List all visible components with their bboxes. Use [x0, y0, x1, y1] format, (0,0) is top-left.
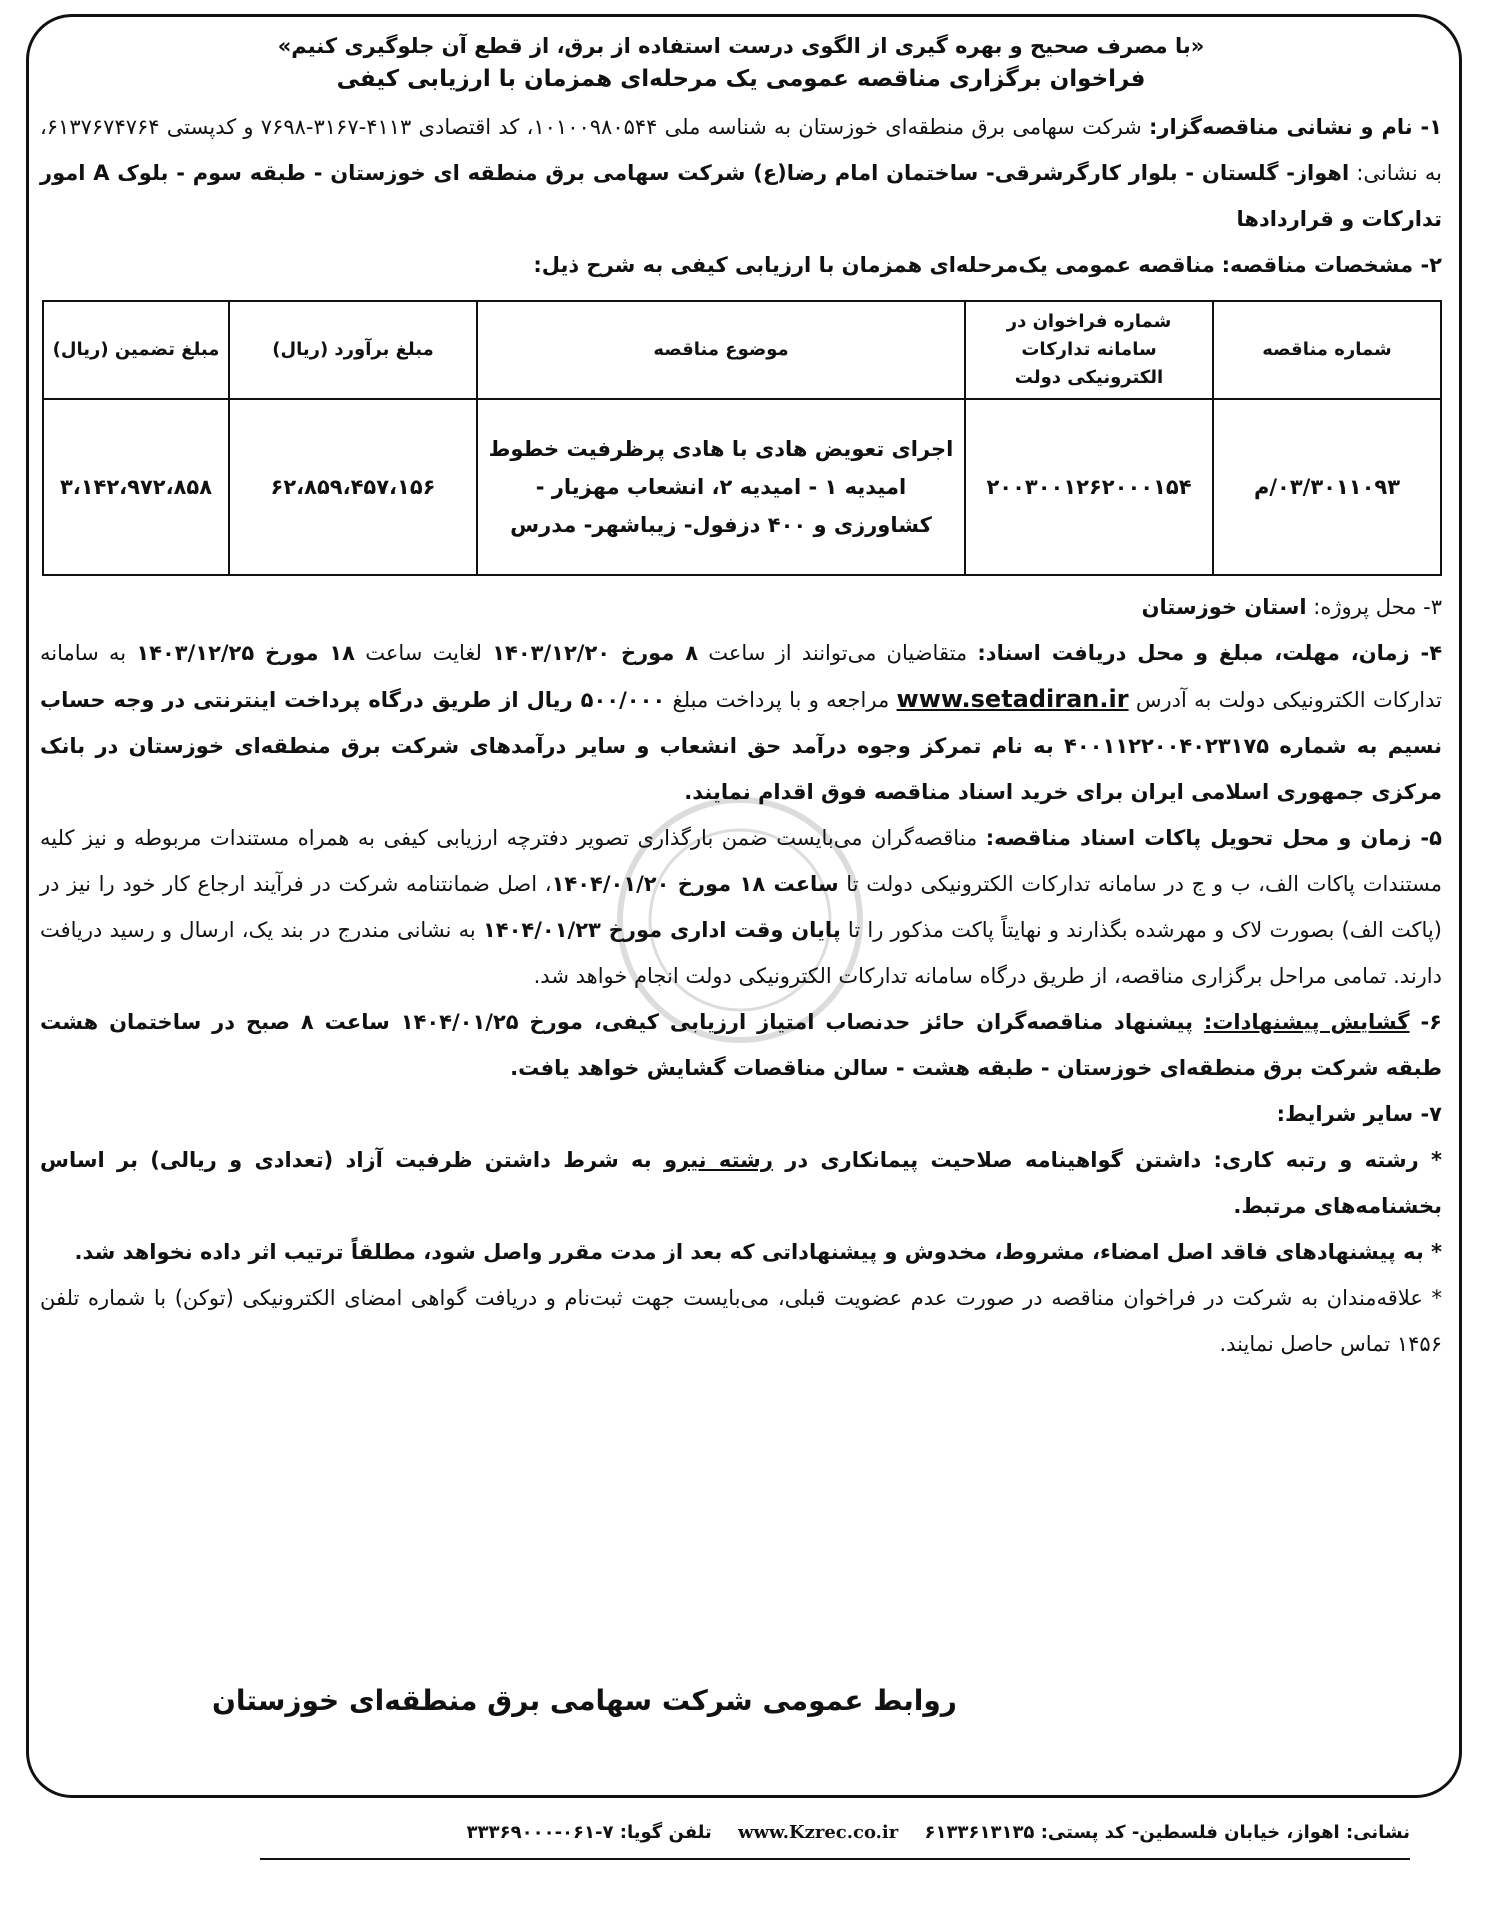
condition-item	[40, 1275, 1442, 1367]
table-header-row	[43, 301, 1441, 399]
signature: روابط عمومی شرکت سهامی برق منطقه‌ای خوزستان	[212, 1684, 957, 1717]
section-other-terms-label: ۷- سایر شرایط:	[1276, 1102, 1442, 1126]
document-body	[40, 30, 1442, 1367]
section-location-value: استان خوزستان	[1141, 595, 1307, 619]
bold-span: * به پیشنهادهای فاقد اصل امضاء، مشروط، مخدوش و پیشنهاداتی که بعد از مدت مقرر واصل شود، مطلقاً ترتیب اثر داده نخواهد شد.	[74, 1240, 1442, 1264]
section-opening-label: گشایش پیشنهادات:	[1203, 1010, 1410, 1034]
section-opening	[40, 999, 1442, 1091]
table-header-cell: شماره مناقصه	[1213, 301, 1441, 399]
section-opening-number: ۶-	[1409, 1010, 1442, 1034]
bold-span: پیشنهاد مناقصه‌گران حائز حدنصاب امتیاز ارزیابی کیفی، مورخ ۱۴۰۴/۰۱/۲۵ ساعت ۸ صبح در ساختمان هشت طبقه شرکت برق منطقه‌ای خوزستان - طبقه هشت - سالن مناقصات گشایش خواهد یافت.	[40, 1010, 1442, 1080]
bold-span: ۱۸ مورخ ۱۴۰۳/۱۲/۲۵	[136, 641, 355, 665]
bold-span: رشته نیرو	[663, 1148, 773, 1172]
footer-phone: تلفن گویا: ۷-۰۶۱-۳۳۳۶۹۰۰۰	[466, 1822, 712, 1843]
footer-website-link[interactable]: www.Kzrec.co.ir	[738, 1822, 899, 1843]
bold-span: * رشته و رتبه کاری: داشتن گواهینامه صلاحیت پیمانکاری در	[772, 1148, 1442, 1172]
section-specs	[40, 242, 1442, 288]
text-span: مناقصه‌گران می‌بایست ضمن بارگذاری تصویر دفترچه ارزیابی کیفی به همراه مستندات مربوطه و نیز کلیه مستندات پاکات الف، ب و ج در سامانه تدارکات الکترونیکی دولت تا	[40, 826, 1443, 896]
document-title: فراخوان برگزاری مناقصه عمومی یک مرحله‌ای همزمان با ارزیابی کیفی	[336, 66, 1146, 92]
table-header-cell: مبلغ برآورد (ریال)	[229, 301, 477, 399]
text-span: متقاضیان می‌توانند از ساعت	[698, 641, 968, 665]
bold-span: ساعت ۱۸ مورخ ۱۴۰۴/۰۱/۲۰	[551, 872, 839, 896]
bold-span: ۵۰۰/۰۰۰ ریال از طریق درگاه پرداخت اینترنتی در وجه حساب نسیم به شماره ۴۰۰۱۱۲۲۰۰۴۰۲۳۱۷۵ به نام تمرکز وجوه درآمد حق انشعاب و سایر درآمدهای شرکت برق منطقه‌ای خوزستان در بانک مرکزی جمهوری اسلامی ایران برای خرید اسناد مناقصه فوق اقدام نمایند.	[40, 688, 1442, 804]
footer-divider	[260, 1858, 1410, 1860]
table-cell: ۰۳/۳۰۱۱۰۹۳/م	[1213, 399, 1441, 575]
table-header-cell: شماره فراخوان در سامانه تدارکات الکترونیکی دولت	[965, 301, 1213, 399]
text-span: ، اصل ضمانتنامه شرکت در فرآیند ارجاع کار خود را نیز در (پاکت الف) بصورت لاک و مهرشده بگذارند و نهایتاً پاکت مذکور را تا	[40, 872, 1442, 942]
table-header-cell: مبلغ تضمین (ریال)	[43, 301, 229, 399]
tender-table	[42, 300, 1442, 576]
section-delivery-label: ۵- زمان و محل تحویل پاکات اسناد مناقصه:	[985, 826, 1442, 850]
text-span: لغایت ساعت	[354, 641, 482, 665]
section-tenderer	[40, 104, 1442, 242]
condition-item	[40, 1229, 1442, 1275]
text-span: مراجعه و با پرداخت مبلغ	[665, 688, 890, 712]
section-tenderer-text: شرکت سهامی برق منطقه‌ای خوزستان به شناسه ملی ۱۰۱۰۰۹۸۰۵۴۴، کد اقتصادی ۴۱۱۳-۳۱۶۷-۷۶۹۸ و کدپستی ۶۱۳۷۶۷۴۷۶۴، به نشانی:	[40, 115, 1442, 185]
footer-address: نشانی: اهواز، خیابان فلسطین- کد پستی: ۶۱۳۳۶۱۳۱۳۵	[924, 1822, 1410, 1843]
bold-span: پایان وقت اداری مورخ ۱۴۰۴/۰۱/۲۳	[482, 918, 841, 942]
table-cell: اجرای تعویض هادی با هادی پرظرفیت خطوط امیدیه ۱ - امیدیه ۲، انشعاب مهزیار - کشاورزی و ۴۰۰ دزفول- زیباشهر- مدرس	[477, 399, 965, 575]
section-documents	[40, 630, 1442, 815]
table-header-cell: موضوع مناقصه	[477, 301, 965, 399]
section-location-label: ۳- محل پروژه:	[1313, 595, 1442, 619]
table-cell: ۶۲،۸۵۹،۴۵۷،۱۵۶	[229, 399, 477, 575]
bold-span: به شرط داشتن ظرفیت آزاد (تعدادی و ریالی) بر اساس بخشنامه‌های مرتبط.	[40, 1148, 1442, 1218]
section-location	[40, 584, 1442, 630]
section-tenderer-address: اهواز- گلستان - بلوار کارگرشرقی- ساختمان امام رضا(ع) شرکت سهامی برق منطقه ای خوزستان - طبقه سوم - بلوک A امور تدارکات و قراردادها	[40, 161, 1442, 231]
section-tenderer-label: ۱- نام و نشانی مناقصه‌گزار:	[1149, 115, 1443, 139]
section-other-terms	[40, 1091, 1442, 1137]
section-specs-label: ۲- مشخصات مناقصه:	[1221, 253, 1442, 277]
slogan: «با مصرف صحیح و بهره گیری از الگوی درست استفاده از برق، از قطع آن جلوگیری کنیم»	[277, 34, 1205, 58]
text-span: به سامانه تدارکات الکترونیکی دولت به آدرس	[40, 641, 1442, 712]
setadiran-link[interactable]: www.setadiran.ir	[896, 685, 1129, 713]
text-span: * علاقه‌مندان به شرکت در فراخوان مناقصه در صورت عدم عضویت قبلی، می‌بایست جهت ثبت‌نام و دریافت گواهی امضای الکترونیکی (توکن) با شماره تلفن ۱۴۵۶ تماس حاصل نمایند.	[40, 1286, 1442, 1356]
footer	[260, 1822, 1410, 1843]
table-cell: ۲۰۰۳۰۰۱۲۶۲۰۰۰۱۵۴	[965, 399, 1213, 575]
section-specs-text: مناقصه عمومی یک‌مرحله‌ای همزمان با ارزیابی کیفی به شرح ذیل:	[533, 253, 1215, 277]
text-span: به نشانی مندرج در بند یک، ارسال و رسید دریافت دارند. تمامی مراحل برگزاری مناقصه، از طریق درگاه سامانه تدارکات الکترونیکی دولت انجام خواهد شد.	[40, 918, 1442, 988]
table-row	[43, 399, 1441, 575]
section-delivery	[40, 815, 1442, 999]
bold-span: ۸ مورخ ۱۴۰۳/۱۲/۲۰	[492, 641, 699, 665]
section-documents-label: ۴- زمان، مهلت، مبلغ و محل دریافت اسناد:	[977, 641, 1443, 665]
table-cell: ۳،۱۴۲،۹۷۲،۸۵۸	[43, 399, 229, 575]
condition-item	[40, 1137, 1442, 1229]
